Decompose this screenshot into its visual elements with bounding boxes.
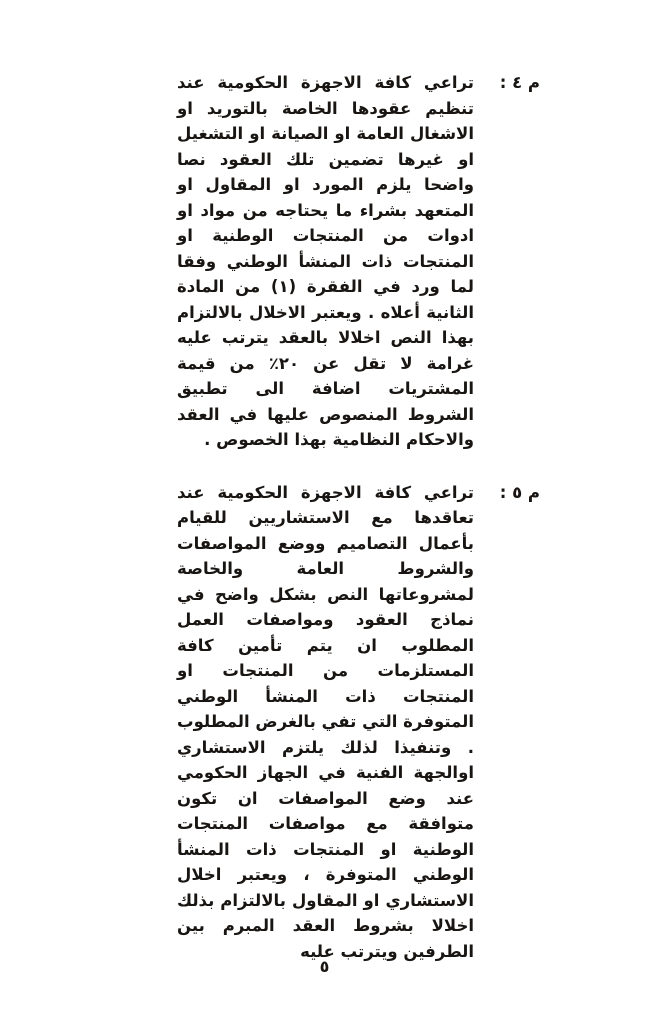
article-4-paragraph [177, 70, 540, 453]
page-number: ٥ [319, 957, 330, 976]
article-4-text: تراعي كافة الاجهزة الحكومية عند تنظيم عقودها الخاصة بالتوريد او الاشغال العامة او الصيانة او التشغيل او غيرها تضمين تلك العقود نصا واضحا يلزم المورد او المقاول او المتعهد بشراء ما يحتاجه من مواد او ادوات من المنتجات الوطنية او المنتجات ذات المنشأ الوطني وفقا لما ورد في الفقرة (١) من المادة الثانية أعلاه . ويعتبر الاخلال بالالتزام بهذا النص اخلالا بالعقد يترتب عليه غرامة لا تقل عن ٢٠٪ من قيمة المشتريات اضافة الى تطبيق الشروط المنصوص عليها في العقد والاحكام النظامية بهذا الخصوص . [177, 73, 474, 449]
article-5-marker: م ٥ : [499, 482, 540, 502]
article-5-text: تراعي كافة الاجهزة الحكومية عند تعاقدها مع الاستشاريين للقيام بأعمال التصاميم ووضع المواصفات والشروط العامة والخاصة لمشروعاتها النص بشكل واضح في نماذج العقود ومواصفات العمل المطلوب ان يتم تأمين كافة المستلزمات من المنتجات او المنتجات ذات المنشأ الوطني المتوفرة التي تفي بالغرض المطلوب . وتنفيذا لذلك يلتزم الاستشاري اوالجهة الفنية في الجهاز الحكومي عند وضع المواصفات ان تكون متوافقة مع مواصفات المنتجات الوطنية او المنتجات ذات المنشأ الوطني المتوفرة ، ويعتبر اخلال الاستشاري او المقاول بالالتزام بذلك اخلالا بشروط العقد المبرم بين الطرفين ويترتب عليه [177, 482, 474, 961]
article-4-marker: م ٤ : [499, 73, 540, 92]
article-5-paragraph [177, 480, 540, 965]
article-text-block [177, 70, 540, 964]
